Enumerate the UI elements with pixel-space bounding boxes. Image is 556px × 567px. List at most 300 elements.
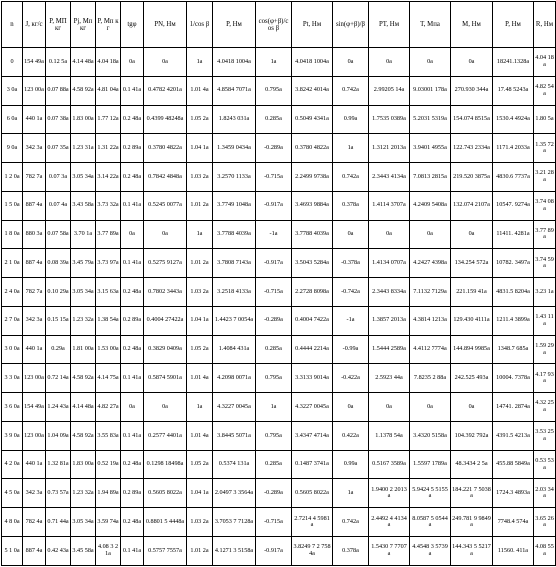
column-header: PN, Нм	[144, 2, 187, 48]
table-cell: -1a	[256, 220, 292, 249]
table-cell: 0a	[121, 48, 144, 77]
table-cell: 3.77 89a	[96, 220, 121, 249]
table-cell: -0.917a	[256, 537, 292, 566]
table-row	[2, 191, 556, 220]
table-cell: 0.15 15a	[46, 306, 71, 335]
table-cell: 0a	[333, 393, 369, 422]
table-body	[2, 48, 556, 566]
table-cell: 4.0418 1004a	[213, 48, 256, 77]
table-cell: 1.77 12a	[96, 105, 121, 134]
table-cell: 0.29a	[46, 335, 71, 364]
table-cell: 3.05 34a	[71, 508, 96, 537]
table-cell: 0.1 41a	[121, 249, 144, 278]
table-cell: -1a	[333, 306, 369, 335]
table-cell: 3.77 89a	[534, 220, 556, 249]
table-cell: 2.7214 4 5981a	[292, 508, 333, 537]
table-cell: 9.03001 178a	[410, 76, 451, 105]
table-row	[2, 278, 556, 307]
table-cell: 0.07 3a	[46, 163, 71, 192]
table-cell: 2.2728 8098a	[292, 278, 333, 307]
table-cell: 3.45 58a	[71, 537, 96, 566]
table-cell: 3.15 63a	[96, 278, 121, 307]
table-cell: 0.1 41a	[121, 537, 144, 566]
table-cell: 0.742a	[333, 163, 369, 192]
table-cell: 3.55 83a	[96, 421, 121, 450]
table-cell: 0.07 38a	[46, 105, 71, 134]
column-header: 1/cos β	[187, 2, 213, 48]
table-cell: 4.3814 1213a	[410, 306, 451, 335]
table-cell: 1a	[333, 479, 369, 508]
table-cell: 3.3133 9014a	[292, 364, 333, 393]
table-cell: 9 0a	[2, 134, 23, 163]
table-cell: 7.0813 2815a	[410, 163, 451, 192]
table-cell: 0.2 48a	[121, 105, 144, 134]
table-cell: 1348.7 685a	[493, 335, 534, 364]
column-header: J, кг/с	[23, 2, 46, 48]
column-header: M, Нм	[451, 2, 493, 48]
table-cell: 0.07 35a	[46, 134, 71, 163]
table-cell: 219.520 3875a	[451, 163, 493, 192]
table-cell: 3.8242 4014a	[292, 76, 333, 105]
table-cell: 104.392 792a	[451, 421, 493, 450]
table-cell: 1.4423 7 0054a	[213, 306, 256, 335]
table-cell: 4.4548 3 5739a	[410, 537, 451, 566]
table-cell: 132.074 2107a	[451, 191, 493, 220]
table-cell: -0.422a	[333, 364, 369, 393]
table-cell: 0a	[144, 393, 187, 422]
table-cell: 4830.6 7737a	[493, 163, 534, 192]
column-header: T, Мпа	[410, 2, 451, 48]
table-cell: 4.04 18a	[534, 48, 556, 77]
table-cell: 3.53 25a	[534, 421, 556, 450]
table-cell: 0.73 57a	[46, 479, 71, 508]
table-cell: 3.7788 4039a	[213, 220, 256, 249]
table-cell: 1.01 4a	[187, 364, 213, 393]
table-cell: -0.289a	[256, 306, 292, 335]
column-header: n	[2, 2, 23, 48]
table-cell: 0a	[410, 48, 451, 77]
table-cell: 3.7749 1048a	[213, 191, 256, 220]
table-cell: 0a	[451, 393, 493, 422]
table-cell: 0.2577 4401a	[144, 421, 187, 450]
table-cell: -0.917a	[256, 249, 292, 278]
table-cell: 1.03 2a	[187, 163, 213, 192]
table-cell: 4.14 48a	[71, 393, 96, 422]
table-cell: 4.3227 0045a	[213, 393, 256, 422]
table-cell: 0.2 48a	[121, 335, 144, 364]
table-cell: 0.4399 48248a	[144, 105, 187, 134]
table-cell: 4.2427 4398a	[410, 249, 451, 278]
table-cell: 1.01 2a	[187, 249, 213, 278]
table-cell: 0.795a	[256, 76, 292, 105]
table-cell: 4.32 25a	[534, 393, 556, 422]
table-cell: -0.99a	[333, 335, 369, 364]
table-cell: 1.01 4a	[187, 76, 213, 105]
table-cell: 1.01 4a	[187, 421, 213, 450]
table-cell: 0.42 43a	[46, 537, 71, 566]
table-cell: 2 1 0a	[2, 249, 23, 278]
table-cell: -0.715a	[256, 508, 292, 537]
table-cell: 1a	[187, 393, 213, 422]
table-cell: 3.7788 4039a	[292, 220, 333, 249]
table-cell: 0.1 41a	[121, 364, 144, 393]
table-cell: 1.5430 7 7707a	[369, 537, 410, 566]
table-cell: 3.7808 7143a	[213, 249, 256, 278]
table-cell: 1.04 1a	[187, 134, 213, 163]
table-cell: 1.80 5a	[534, 105, 556, 134]
table-cell: 3.8249 7 2 7584a	[292, 537, 333, 566]
table-cell: 0a	[121, 393, 144, 422]
table-cell: 2.99205 14a	[369, 76, 410, 105]
data-table-wrapper	[1, 1, 554, 566]
table-cell: 1.05 2a	[187, 105, 213, 134]
table-cell: 0.4004 7422a	[292, 306, 333, 335]
table-cell: 154.074 8515a	[451, 105, 493, 134]
table-cell: 0.5275 9127a	[144, 249, 187, 278]
table-cell: 0.795a	[256, 421, 292, 450]
table-cell: 1 8 0a	[2, 220, 23, 249]
table-cell: 2.4492 4 4134a	[369, 508, 410, 537]
table-cell: 0.2 48a	[121, 278, 144, 307]
table-cell: 4.4112 7774a	[410, 335, 451, 364]
table-cell: 0.53 53a	[534, 450, 556, 479]
table-cell: 17.48 5243a	[493, 76, 534, 105]
table-cell: 0.3780 4822a	[292, 134, 333, 163]
table-cell: 0a	[144, 220, 187, 249]
table-cell: 4.58 92a	[71, 421, 96, 450]
table-cell: 1.03 2a	[187, 508, 213, 537]
table-cell: 1.5444 2589a	[369, 335, 410, 364]
table-cell: 1724.3 4893a	[493, 479, 534, 508]
table-cell: 782 7a	[23, 278, 46, 307]
table-cell: 1.53 00a	[96, 335, 121, 364]
table-cell: 0a	[451, 48, 493, 77]
table-cell: 887 4a	[23, 249, 46, 278]
table-cell: 1.4134 0707a	[369, 249, 410, 278]
column-header: sin(φ+β)/β	[333, 2, 369, 48]
table-cell: 129.430 4111a	[451, 306, 493, 335]
table-cell: 4831.5 8204a	[493, 278, 534, 307]
table-cell: 1.3857 2013a	[369, 306, 410, 335]
table-cell: 123 00a	[23, 364, 46, 393]
table-cell: 4 5 0a	[2, 479, 23, 508]
table-cell: 3.21 28a	[534, 163, 556, 192]
table-cell: 0.4782 4201a	[144, 76, 187, 105]
table-cell: 3.9401 4955a	[410, 134, 451, 163]
table-row	[2, 48, 556, 77]
table-cell: 1.3459 0434a	[213, 134, 256, 163]
table-cell: -0.715a	[256, 278, 292, 307]
table-cell: 7748.4 574a	[493, 508, 534, 537]
table-row	[2, 335, 556, 364]
table-cell: 2.03 34a	[534, 479, 556, 508]
table-cell: 10547. 9274a	[493, 191, 534, 220]
table-cell: 2.0497 3 3564a	[213, 479, 256, 508]
table-cell: 3.73 32a	[96, 191, 121, 220]
table-cell: 1.59 29a	[534, 335, 556, 364]
table-cell: 4.14 48a	[71, 48, 96, 77]
table-cell: 1211.4 3899a	[493, 306, 534, 335]
table-cell: 3.7053 7 7128a	[213, 508, 256, 537]
table-cell: 154 49a	[23, 393, 46, 422]
table-cell: 0a	[121, 220, 144, 249]
table-row	[2, 134, 556, 163]
table-cell: 0a	[369, 393, 410, 422]
table-cell: 0.1298 18498a	[144, 450, 187, 479]
table-cell: 1.23 32a	[71, 306, 96, 335]
table-cell: 1.01 2a	[187, 537, 213, 566]
table-cell: 0.10 29a	[46, 278, 71, 307]
table-cell: 0.7802 3443a	[144, 278, 187, 307]
table-cell: 1.3121 2013a	[369, 134, 410, 163]
table-cell: 0.5167 3589a	[369, 450, 410, 479]
data-table	[1, 1, 556, 566]
table-cell: 2.2499 9738a	[292, 163, 333, 192]
table-cell: 5 1 0a	[2, 537, 23, 566]
table-cell: 1.1378 54a	[369, 421, 410, 450]
table-cell: 123 00a	[23, 421, 46, 450]
table-cell: 0.2 48a	[121, 163, 144, 192]
table-row	[2, 220, 556, 249]
table-cell: 1.03 2a	[187, 278, 213, 307]
table-cell: 3 0 0a	[2, 335, 23, 364]
table-cell: 0.285a	[256, 105, 292, 134]
table-cell: 4.3227 0045a	[292, 393, 333, 422]
table-cell: 0.5245 0077a	[144, 191, 187, 220]
table-cell: 0a	[369, 48, 410, 77]
table-cell: 342 3a	[23, 306, 46, 335]
table-cell: 0.1487 3741a	[292, 450, 333, 479]
table-cell: -0.715a	[256, 163, 292, 192]
table-cell: 14741. 2874a	[493, 393, 534, 422]
table-cell: 2.5923 44a	[369, 364, 410, 393]
table-cell: 1.83 00a	[71, 450, 96, 479]
table-cell: 4.82 27a	[96, 393, 121, 422]
table-cell: 3 9 0a	[2, 421, 23, 450]
table-cell: 3.65 26a	[534, 508, 556, 537]
table-cell: 4391.5 4213a	[493, 421, 534, 450]
table-cell: 880 3a	[23, 220, 46, 249]
table-cell: 123 00a	[23, 76, 46, 105]
table-cell: 3.73 97a	[96, 249, 121, 278]
table-cell: 0.1 41a	[121, 191, 144, 220]
table-cell: 0.5049 4341a	[292, 105, 333, 134]
table-cell: 3.59 74a	[96, 508, 121, 537]
table-cell: 1.4114 3707a	[369, 191, 410, 220]
table-cell: 1.05 2a	[187, 450, 213, 479]
table-cell: 0.99a	[333, 105, 369, 134]
table-cell: 0a	[333, 220, 369, 249]
table-row	[2, 450, 556, 479]
table-cell: -0.289a	[256, 134, 292, 163]
table-row	[2, 76, 556, 105]
table-cell: -0.289a	[256, 479, 292, 508]
table-cell: 1.38 54a	[96, 306, 121, 335]
table-cell: 3 3 0a	[2, 364, 23, 393]
table-cell: 6 0a	[2, 105, 23, 134]
table-cell: 0.5874 5901a	[144, 364, 187, 393]
column-header: Pt, Нм	[292, 2, 333, 48]
table-cell: 221.159 41a	[451, 278, 493, 307]
table-cell: 4.14 75a	[96, 364, 121, 393]
table-cell: 2 7 0a	[2, 306, 23, 335]
table-cell: 0.52 19a	[96, 450, 121, 479]
table-cell: 1.5597 1789a	[410, 450, 451, 479]
table-cell: 4.58 92a	[71, 364, 96, 393]
column-header: P, МП кг	[46, 2, 71, 48]
table-cell: 0.285a	[256, 335, 292, 364]
table-cell: 0.3780 4822a	[144, 134, 187, 163]
table-cell: 1.04 09a	[46, 421, 71, 450]
table-cell: 0a	[410, 393, 451, 422]
table-cell: 5.9424 5 5155a	[410, 479, 451, 508]
table-cell: 4.81 04a	[96, 76, 121, 105]
table-cell: 4 2 0a	[2, 450, 23, 479]
table-cell: 0.422a	[333, 421, 369, 450]
table-cell: 4.0418 1004a	[292, 48, 333, 77]
table-cell: 10782. 3497a	[493, 249, 534, 278]
table-cell: 0a	[144, 48, 187, 77]
table-cell: 4.82 54a	[534, 76, 556, 105]
table-cell: 4.1271 3 5158a	[213, 537, 256, 566]
table-cell: 1.04 1a	[187, 479, 213, 508]
table-cell: 0.07 58a	[46, 220, 71, 249]
table-cell: 0.3829 0409a	[144, 335, 187, 364]
table-cell: 0.07 88a	[46, 76, 71, 105]
table-cell: 1.31 22a	[96, 134, 121, 163]
column-header: P, Мп кг	[96, 2, 121, 48]
column-header: P, Нм	[213, 2, 256, 48]
table-cell: 1 5 0a	[2, 191, 23, 220]
table-row	[2, 163, 556, 192]
table-cell: 342 3a	[23, 479, 46, 508]
table-cell: -0.742a	[333, 278, 369, 307]
table-cell: 1171.4 2033a	[493, 134, 534, 163]
table-cell: 3.05 34a	[71, 278, 96, 307]
table-cell: 0.2 48a	[121, 508, 144, 537]
table-cell: 3.5043 5284a	[292, 249, 333, 278]
table-cell: 3.74 59a	[534, 249, 556, 278]
table-cell: 1.7535 0389a	[369, 105, 410, 134]
table-cell: 0.71 44a	[46, 508, 71, 537]
table-cell: 144.894 9985a	[451, 335, 493, 364]
table-cell: 2 4 0a	[2, 278, 23, 307]
table-cell: 1.81 00a	[71, 335, 96, 364]
table-cell: 3.74 08a	[534, 191, 556, 220]
table-cell: 0.1 41a	[121, 421, 144, 450]
table-cell: 1.83 00a	[71, 105, 96, 134]
table-row	[2, 105, 556, 134]
table-cell: 3.4320 5158a	[410, 421, 451, 450]
table-cell: 4.08 3 21a	[96, 537, 121, 566]
table-cell: 1a	[256, 48, 292, 77]
table-cell: 1.01 2a	[187, 191, 213, 220]
table-cell: 184.221 7 5038a	[451, 479, 493, 508]
table-cell: 1.04 1a	[187, 306, 213, 335]
table-cell: 0.08 39a	[46, 249, 71, 278]
table-row	[2, 249, 556, 278]
table-cell: 0a	[410, 220, 451, 249]
table-cell: -0.378a	[333, 249, 369, 278]
table-cell: 1.8243 031a	[213, 105, 256, 134]
table-cell: 3.4693 9884a	[292, 191, 333, 220]
table-row	[2, 537, 556, 566]
table-cell: 7.8235 2 88a	[410, 364, 451, 393]
table-cell: 249.781 9 9849a	[451, 508, 493, 537]
table-cell: 1.35 72a	[534, 134, 556, 163]
table-cell: 887 4a	[23, 537, 46, 566]
table-cell: 0.2 48a	[121, 450, 144, 479]
table-cell: 3.23 1a	[534, 278, 556, 307]
table-cell: 134.254 572a	[451, 249, 493, 278]
table-cell: 342 3a	[23, 134, 46, 163]
table-cell: 242.525 493a	[451, 364, 493, 393]
header-row	[2, 2, 556, 48]
table-cell: 1.23 32a	[71, 479, 96, 508]
table-cell: 0.99a	[333, 450, 369, 479]
column-header: R, Нм	[534, 2, 556, 48]
table-cell: -0.917a	[256, 191, 292, 220]
table-cell: 1.32 81a	[46, 450, 71, 479]
table-cell: 0	[2, 48, 23, 77]
table-cell: 1a	[187, 48, 213, 77]
table-cell: 1530.4 4924a	[493, 105, 534, 134]
table-cell: 2.3443 4134a	[369, 163, 410, 192]
table-cell: 887 4a	[23, 191, 46, 220]
table-cell: 3.43 58a	[71, 191, 96, 220]
table-cell: 3 6 0a	[2, 393, 23, 422]
table-cell: 3.14 22a	[96, 163, 121, 192]
table-cell: 7.1132 7129a	[410, 278, 451, 307]
table-cell: 0.4004 27422a	[144, 306, 187, 335]
table-cell: 782 7a	[23, 163, 46, 192]
table-cell: 0.07 4a	[46, 191, 71, 220]
table-cell: 0a	[451, 220, 493, 249]
table-cell: 1.23 31a	[71, 134, 96, 163]
column-header: P, Нм	[493, 2, 534, 48]
table-cell: 4.2409 5408a	[410, 191, 451, 220]
column-header: PT, Нм	[369, 2, 410, 48]
table-cell: 8.0587 5 0544a	[410, 508, 451, 537]
table-cell: 2.3443 8334a	[369, 278, 410, 307]
table-cell: 455.88 5849a	[493, 450, 534, 479]
table-cell: 3 0a	[2, 76, 23, 105]
table-cell: 0.5605 8022a	[292, 479, 333, 508]
table-cell: 0.12 5a	[46, 48, 71, 77]
table-cell: 0.285a	[256, 450, 292, 479]
table-cell: 440 1a	[23, 105, 46, 134]
table-cell: 4.2098 0071a	[213, 364, 256, 393]
table-cell: 1.4084 431a	[213, 335, 256, 364]
table-cell: 5.2031 5319a	[410, 105, 451, 134]
table-cell: 440 1a	[23, 450, 46, 479]
table-cell: 1 2 0a	[2, 163, 23, 192]
table-cell: 440 1a	[23, 335, 46, 364]
table-cell: 3.4347 4714a	[292, 421, 333, 450]
table-cell: 1.24 43a	[46, 393, 71, 422]
table-cell: 1.9400 2 2013a	[369, 479, 410, 508]
table-cell: 0.1 41a	[121, 76, 144, 105]
table-cell: 18241.1328a	[493, 48, 534, 77]
table-cell: 4.58 92a	[71, 76, 96, 105]
table-cell: 144.343 5 5217a	[451, 537, 493, 566]
table-row	[2, 364, 556, 393]
table-cell: 0.7842 4848a	[144, 163, 187, 192]
table-cell: 154 49a	[23, 48, 46, 77]
table-row	[2, 508, 556, 537]
table-cell: 3.45 79a	[71, 249, 96, 278]
table-cell: 1.43 11a	[534, 306, 556, 335]
